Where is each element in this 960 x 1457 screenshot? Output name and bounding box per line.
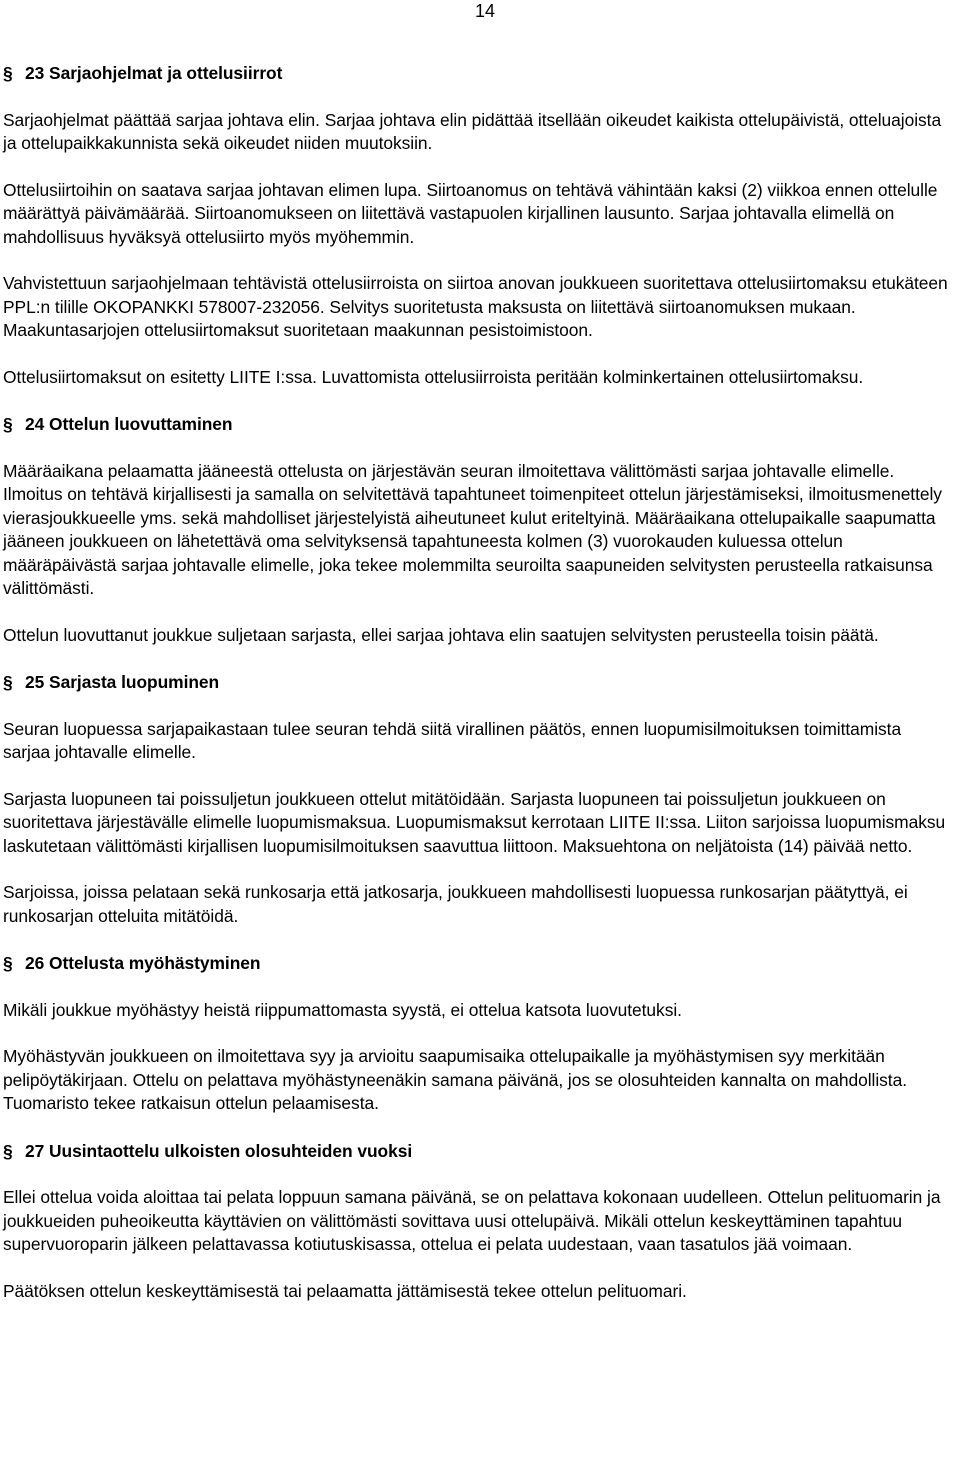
paragraph: Sarjaohjelmat päättää sarjaa johtava elin. Sarjaa johtava elin pidättää itsellään oikeudet kaikista ottelupäivistä, otteluajoista ja ottelupaikkakunnista sekä oikeudet niiden muutoksiin.: [3, 109, 942, 153]
paragraph: Vahvistettuun sarjaohjelmaan tehtävistä ottelusiirroista on siirtoa anovan joukkueen suoritettava ottelusiirtomaksu etukäteen PPL:n tilille OKOPANKKI 578007-232056. Selvitys suoritetusta maksusta on liitettävä siirtoanomuksen mukaan. Maakuntasarjojen ottelusiirtomaksut suoritetaan maakunnan pesistoimistoon.: [3, 273, 948, 340]
section-title: 27 Uusintaottelu ulkoisten olosuhteiden vuoksi: [25, 1140, 413, 1161]
paragraph: Myöhästyvän joukkueen on ilmoitettava syy ja arvioitu saapumisaika ottelupaikalle ja myöhästymisen syy merkitään pelipöytäkirjaan. Ottelu on pelattava myöhästyneenäkin samana päivänä, jos se olosuhteiden kannalta on mahdollista. Tuomaristo tekee ratkaisun ottelun pelaamisesta.: [3, 1046, 907, 1113]
paragraph: Mikäli joukkue myöhästyy heistä riippumattomasta syystä, ei ottelua katsota luovutetuksi.: [3, 999, 682, 1020]
section-title: 26 Ottelusta myöhästyminen: [25, 953, 261, 973]
page-number: 14: [474, 1, 496, 21]
section-heading-27: [3, 1140, 948, 1164]
section-heading-24: [3, 413, 948, 437]
section-title: 25 Sarjasta luopuminen: [25, 672, 220, 692]
paragraph: Päätöksen ottelun keskeyttämisestä tai pelaamatta jättämisestä tekee ottelun pelituomari.: [3, 1280, 687, 1301]
paragraph: Sarjasta luopuneen tai poissuljetun joukkueen ottelut mitätöidään. Sarjasta luopuneen tai poissuljetun joukkueen on suoritettava järjestävälle elimelle luopumismaksua. Luopumismaksut kerrotaan LIITE II:ssa. Liiton sarjoissa luopumismaksu laskutetaan välittömästi kirjallisen luopumisilmoituksen saavuttua liittoon. Maksuehtona on neljätoista (14) päivää netto.: [3, 788, 946, 856]
section-sign: §: [3, 414, 13, 434]
paragraph: Ellei ottelua voida aloittaa tai pelata loppuun samana päivänä, se on pelattava kokonaan uudelleen. Ottelun pelituomarin ja joukkueiden puheoikeutta käyttävien on välittömästi sovittava uusi ottelupäivä. Mikäli ottelun keskeyttäminen tapahtuu supervuoroparin jälkeen pelattavassa kotiutuskisassa, ottelua ei pelata uudestaan, vaan tasatulos jää voimaan.: [3, 1187, 941, 1254]
paragraph: Seuran luopuessa sarjapaikastaan tulee seuran tehdä siitä virallinen päätös, ennen luopumisilmoituksen toimittamista sarjaa johtavalle elimelle.: [3, 718, 902, 762]
section-heading-23: [3, 62, 948, 86]
section-heading-26: [3, 952, 948, 976]
paragraph: Ottelun luovuttanut joukkue suljetaan sarjasta, ellei sarjaa johtava elin saatujen selvitysten perusteella toisin päätä.: [3, 624, 879, 645]
section-title: 23 Sarjaohjelmat ja ottelusiirrot: [25, 63, 283, 83]
section-sign: §: [3, 1140, 13, 1161]
section-sign: §: [3, 672, 13, 692]
section-heading-25: [3, 671, 948, 695]
section-sign: §: [3, 953, 13, 973]
document-body: [3, 62, 948, 1303]
section-sign: §: [3, 63, 13, 83]
paragraph: Ottelusiirtomaksut on esitetty LIITE I:ssa. Luvattomista ottelusiirroista peritään kolminkertainen ottelusiirtomaksu.: [3, 366, 864, 387]
paragraph: Sarjoissa, joissa pelataan sekä runkosarja että jatkosarja, joukkueen mahdollisesti luopuessa runkosarjan päätyttyä, ei runkosarjan otteluita mitätöidä.: [3, 882, 908, 926]
paragraph: Ottelusiirtoihin on saatava sarjaa johtavan elimen lupa. Siirtoanomus on tehtävä vähintään kaksi (2) viikkoa ennen ottelulle määrättyä päivämäärää. Siirtoanomukseen on liitettävä vastapuolen kirjallinen lausunto. Sarjaa johtavalla elimellä on mahdollisuus hyväksyä ottelusiirto myös myöhemmin.: [3, 179, 938, 247]
paragraph: Määräaikana pelaamatta jääneestä ottelusta on järjestävän seuran ilmoitettava välittömästi sarjaa johtavalle elimelle. Ilmoitus on tehtävä kirjallisesti ja samalla on selvitettävä tapahtuneet toimenpiteet ottelun järjestämiseksi, ilmoitusmenettely vierasjoukkueelle yms. sekä mahdolliset järjestelyistä aiheutuneet kulut eriteltyinä. Määräaikana ottelupaikalle saapumatta jääneen joukkueen on lähetettävä oma selvityksensä tapahtuneesta kolmen (3) vuorokauden kuluessa ottelun määräpäivästä sarjaa johtavalle elimelle, joka tekee molemmilta seuroilta saapuneiden selvitysten perusteella ratkaisunsa välittömästi.: [3, 460, 942, 598]
section-title: 24 Ottelun luovuttaminen: [25, 414, 233, 434]
